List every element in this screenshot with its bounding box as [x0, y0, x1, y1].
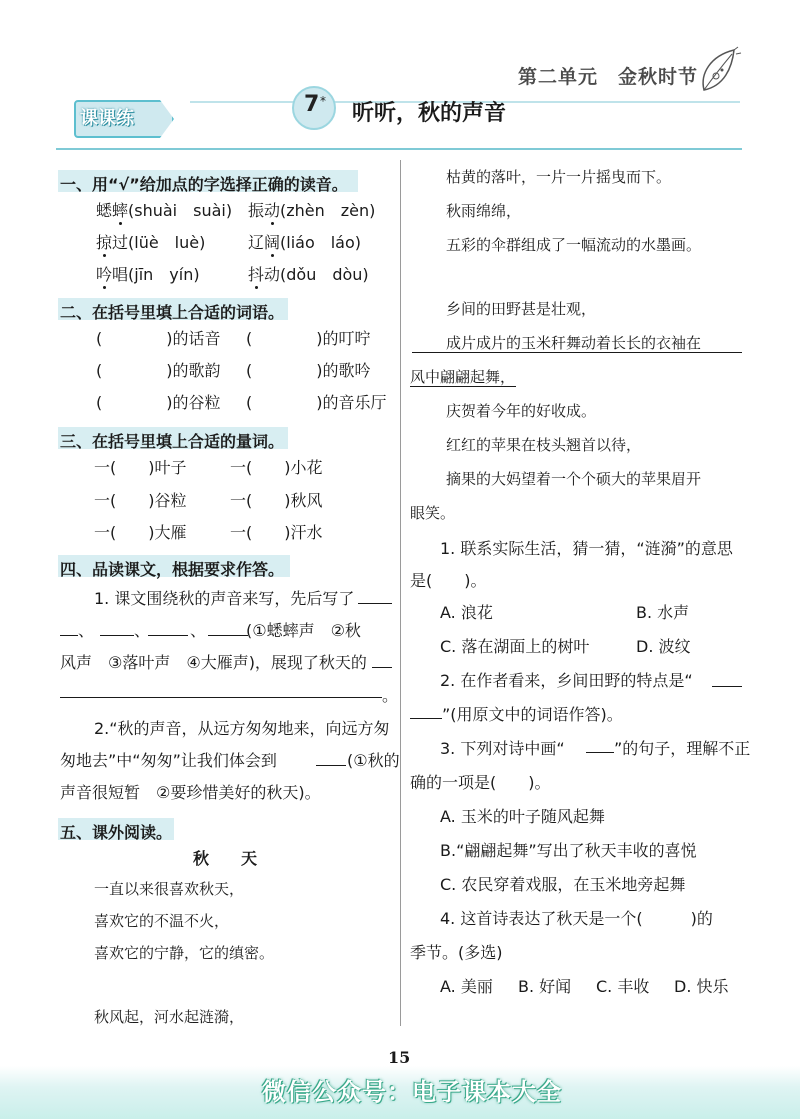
answer-blank	[372, 667, 392, 668]
section4-title: 四、品读课文，根据要求作答。	[60, 560, 285, 579]
answer-blank	[586, 752, 614, 753]
q2-line: 2. 在作者看来，乡间田野的特点是“	[440, 671, 693, 690]
poem-underline	[410, 386, 516, 387]
poem-line: 喜欢它的不温不火，	[94, 912, 230, 930]
q3-line: 3. 下列对诗中画“	[440, 739, 565, 758]
s1-item: 掠过(lüè luè)	[96, 233, 206, 252]
s4-q1-line: 。	[382, 686, 399, 705]
section5-title: 五、课外阅读。	[60, 823, 173, 842]
section2-title: 二、在括号里填上合适的词语。	[60, 303, 285, 322]
q4-option: A. 美丽	[440, 977, 493, 996]
q1-option: D. 波纹	[636, 637, 691, 656]
emphasis-dot	[271, 254, 274, 257]
badge-label: 课课练	[80, 108, 134, 129]
emphasis-dot	[271, 222, 274, 225]
answer-blank	[358, 603, 392, 604]
s3-item: 一( )叶子	[94, 458, 187, 477]
poem-line: 五彩的伞群组成了一幅流动的水墨画。	[446, 236, 702, 254]
poem-title: 秋 天	[193, 849, 258, 868]
s2-item: ( )的音乐厅	[246, 393, 387, 412]
s4-q2-line: 声音很短暂 ②要珍惜美好的秋天)。	[60, 783, 321, 802]
poem-line: 喜欢它的宁静，它的缜密。	[94, 944, 275, 962]
poem-line: 庆贺着今年的好收成。	[446, 402, 597, 420]
s3-item: 一( )小花	[230, 458, 323, 477]
s3-item: 一( )汗水	[230, 523, 323, 542]
s4-q1-line: 1. 课文围绕秋的声音来写，先后写了	[94, 589, 355, 608]
q4-option: B. 好闻	[518, 977, 572, 996]
answer-blank	[316, 765, 346, 766]
poem-line: 乡间的田野甚是壮观，	[446, 300, 597, 318]
answer-blank	[60, 697, 382, 698]
title-rule	[56, 148, 742, 150]
q1-option: C. 落在湖面上的树叶	[440, 637, 590, 656]
poem-line: 眼笑。	[410, 504, 456, 522]
emphasis-dot	[103, 286, 106, 289]
q3-line: 确的一项是( )。	[410, 773, 551, 792]
s2-item: ( )的话音	[96, 329, 221, 348]
q4-option: C. 丰收	[596, 977, 650, 996]
q4-line: 季节。(多选)	[410, 943, 503, 962]
poem-line-underlined: 成片成片的玉米秆舞动着长长的衣袖在	[446, 334, 702, 352]
q3-line: ”的句子，理解不正	[614, 739, 751, 758]
unit-title: 第二单元 金秋时节	[518, 66, 699, 88]
section1-title: 一、用“√”给加点的字选择正确的读音。	[60, 175, 348, 194]
emphasis-dot	[119, 222, 122, 225]
leaf-decoration-icon	[696, 46, 742, 96]
watermark-text: 微信公众号：电子课本大全	[262, 1078, 562, 1106]
s3-item: 一( )谷粒	[94, 491, 187, 510]
q3-option: B.“翩翩起舞”写出了秋天丰收的喜悦	[440, 841, 697, 860]
s3-item: 一( )秋风	[230, 491, 323, 510]
s1-item: 吟唱(jīn yín)	[96, 265, 200, 284]
q1-line: 1. 联系实际生活，猜一猜，“涟漪”的意思	[440, 539, 733, 558]
s4-q2-line: 匆地去”中“匆匆”让我们体会到	[60, 751, 277, 770]
answer-blank	[712, 686, 742, 687]
s2-item: ( )的歌吟	[246, 361, 371, 380]
poem-underline	[412, 352, 742, 353]
lesson-title: 听听，秋的声音	[352, 101, 507, 126]
lesson-star: *	[320, 94, 326, 108]
s1-item: 抖动(dǒu dòu)	[248, 265, 369, 284]
emphasis-dot	[103, 254, 106, 257]
answer-blank	[60, 635, 78, 636]
poem-line-underlined: 风中翩翩起舞，	[410, 368, 516, 386]
s4-q2-line: 2.“秋的声音，从远方匆匆地来，向远方匆	[94, 719, 390, 738]
q2-line: ”(用原文中的词语作答)。	[442, 705, 623, 724]
column-divider	[400, 160, 401, 1026]
q1-option: A. 浪花	[440, 603, 493, 622]
poem-line: 红红的苹果在枝头翘首以待，	[446, 436, 642, 454]
s1-item: 振动(zhèn zèn)	[248, 201, 376, 220]
emphasis-dot	[255, 286, 258, 289]
s2-item: ( )的谷粒	[96, 393, 221, 412]
q4-option: D. 快乐	[674, 977, 729, 996]
s1-item: 蟋蟀(shuài suài)	[96, 201, 233, 220]
q1-line: 是( )。	[410, 571, 487, 590]
s3-item: 一( )大雁	[94, 523, 187, 542]
answer-blank	[410, 718, 442, 719]
section3-title: 三、在括号里填上合适的量词。	[60, 432, 285, 451]
poem-line: 秋风起，河水起涟漪，	[94, 1008, 245, 1026]
poem-line: 摘果的大妈望着一个个硕大的苹果眉开	[446, 470, 702, 488]
q4-line: 4. 这首诗表达了秋天是一个( )的	[440, 909, 713, 928]
s1-item: 辽阔(liáo láo)	[248, 233, 362, 252]
s2-item: ( )的歌韵	[96, 361, 221, 380]
poem-line: 枯黄的落叶，一片一片摇曳而下。	[446, 168, 672, 186]
q1-option: B. 水声	[636, 603, 690, 622]
lesson-number: 7	[304, 92, 320, 117]
s2-item: ( )的叮咛	[246, 329, 371, 348]
q3-option: A. 玉米的叶子随风起舞	[440, 807, 605, 826]
q3-option: C. 农民穿着戏服，在玉米地旁起舞	[440, 875, 686, 894]
poem-line: 一直以来很喜欢秋天，	[94, 880, 245, 898]
s4-q2-line: (①秋的	[347, 751, 400, 770]
s4-q1-line: 风声 ③落叶声 ④大雁声)，展现了秋天的	[60, 653, 367, 672]
page-number: 15	[388, 1048, 411, 1067]
poem-line: 秋雨绵绵，	[446, 202, 522, 220]
s4-q1-line: 、 、 、 (①蟋蟀声 ②秋	[78, 621, 361, 640]
